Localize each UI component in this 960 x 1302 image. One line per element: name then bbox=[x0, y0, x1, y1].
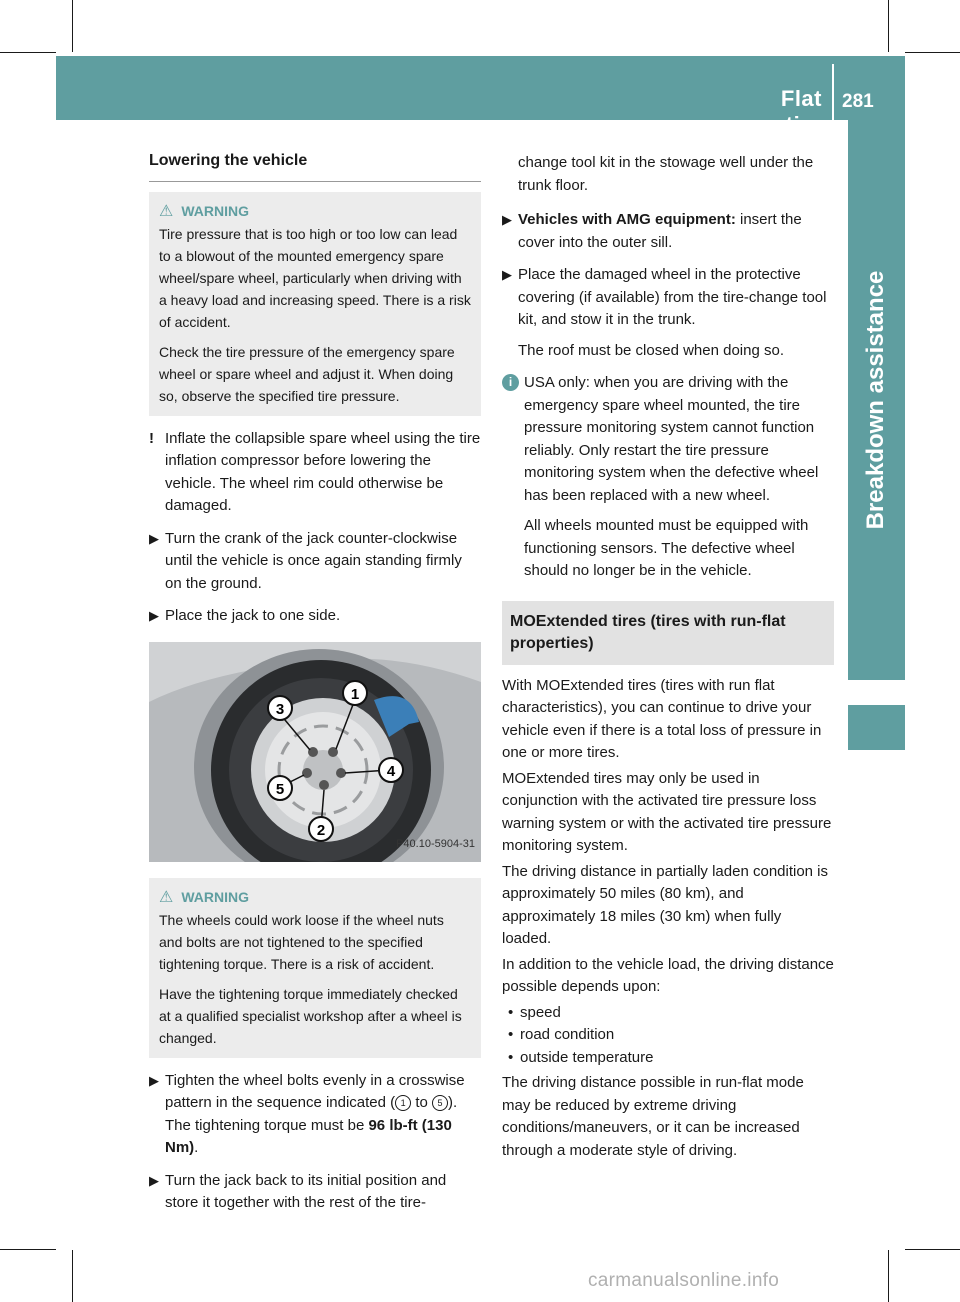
crop-mark bbox=[888, 0, 889, 52]
list-item-text: speed bbox=[520, 1003, 561, 1021]
list-item-text: road condition bbox=[520, 1026, 615, 1043]
page-number: 281 bbox=[842, 91, 874, 112]
warning-text: Check the tire pressure of the emergency spare wheel or spare wheel and adjust it. When doing so, observe the specified tire pressure. bbox=[159, 343, 455, 404]
info-text: USA only: when you are driving with the emergency spare wheel mounted, the tire pressure monitoring system cannot function reliably. Only restart the tire pressure monitoring system when the defective wheel has been replaced with a new wheel. bbox=[524, 374, 819, 504]
info-icon: i bbox=[502, 374, 519, 391]
continued-text bbox=[502, 152, 834, 197]
section-heading: MOExtended tires (tires with run-flat properties) bbox=[502, 601, 834, 665]
step-text: to bbox=[411, 1094, 433, 1111]
warning-triangle-icon: ⚠ bbox=[159, 202, 174, 220]
step-arrow-icon: ▶ bbox=[502, 212, 512, 227]
section-title: Lowering the vehicle bbox=[149, 150, 481, 182]
watermark: carmanualsonline.info bbox=[588, 1270, 780, 1291]
crop-mark bbox=[905, 52, 960, 53]
crop-mark bbox=[72, 1250, 73, 1302]
step-text: Turn the crank of the jack counter-clockwise until the vehicle is once again standing firmly on the ground. bbox=[165, 529, 462, 592]
warning-text: Tire pressure that is too high or too low can lead to a blowout of the mounted emergency spare wheel/spare wheel, particularly when driving with a heavy load and increasing speed. There is a risk of accident. bbox=[159, 225, 471, 330]
callout-label: 2 bbox=[316, 821, 326, 839]
callout-2 bbox=[309, 817, 333, 841]
step-text: ). The tightening torque must be bbox=[165, 1094, 458, 1134]
wheel-figure bbox=[149, 642, 481, 862]
step-arrow-icon: ▶ bbox=[502, 267, 512, 282]
warning-box bbox=[149, 192, 481, 416]
bullet-icon: • bbox=[508, 1003, 514, 1021]
sequence-mark: 1 bbox=[395, 1095, 411, 1111]
callout-3 bbox=[268, 696, 292, 720]
warning-title: WARNING bbox=[181, 888, 250, 905]
step-item bbox=[149, 528, 481, 596]
header-separator bbox=[832, 64, 834, 120]
step-arrow-icon: ▶ bbox=[149, 1072, 159, 1088]
body-paragraph: In addition to the vehicle load, the driving distance possible depends upon: bbox=[502, 955, 834, 995]
side-tab-label: Breakdown assistance bbox=[862, 270, 889, 530]
warning-title: WARNING bbox=[181, 202, 250, 219]
step-arrow-icon: ▶ bbox=[149, 530, 159, 546]
step-text: Turn the jack back to its initial position and store it together with the rest of the tire- bbox=[165, 1171, 447, 1211]
note-text: Inflate the collapsible spare wheel using the tire inflation compressor before lowering the vehicle. The wheel rim could otherwise be damaged. bbox=[165, 429, 481, 514]
left-column bbox=[149, 150, 481, 1225]
step-text: . bbox=[194, 1139, 199, 1156]
amg-label: Vehicles with AMG equipment: bbox=[518, 211, 736, 228]
body-paragraph: The driving distance in partially laden condition is approximately 50 miles (80 km), and approximately 18 miles (30 km) when fully loaded. bbox=[502, 862, 829, 947]
callout-5 bbox=[268, 776, 292, 800]
callout-1 bbox=[343, 681, 367, 705]
callout-label: 5 bbox=[275, 780, 285, 798]
step-text: Place the damaged wheel in the protective covering (if available) from the tire-change tool kit, and stow it in the trunk. bbox=[518, 266, 827, 328]
note-item bbox=[149, 428, 481, 518]
right-column bbox=[502, 152, 834, 1165]
step-item bbox=[149, 1170, 481, 1215]
callout-label: 1 bbox=[350, 685, 360, 703]
step-text: The roof must be closed when doing so. bbox=[518, 341, 784, 359]
step-item bbox=[149, 1070, 481, 1160]
step-item bbox=[502, 264, 834, 362]
figure-caption: P40.10-5904-31 bbox=[396, 838, 475, 850]
crop-mark bbox=[72, 0, 73, 52]
warning-text: The wheels could work loose if the wheel nuts and bolts are not tightened to the specified tightening torque. There is a risk of accident. bbox=[159, 911, 444, 972]
bullet-icon: • bbox=[508, 1026, 514, 1043]
list-item bbox=[502, 1047, 834, 1070]
step-text: Place the jack to one side. bbox=[165, 607, 341, 624]
body-paragraph: MOExtended tires may only be used in conjunction with the activated tire pressure loss warning system or with the activated tire pressure monitoring system. bbox=[502, 769, 832, 854]
step-item bbox=[502, 209, 834, 254]
warning-text: Have the tightening torque immediately checked at a qualified specialist workshop after a wheel is changed. bbox=[159, 985, 462, 1046]
callout-label: 3 bbox=[275, 700, 285, 718]
sequence-mark: 5 bbox=[432, 1095, 448, 1111]
info-item bbox=[502, 372, 834, 583]
torque-value: 96 lb-ft (130 Nm) bbox=[165, 1116, 452, 1156]
callout-4 bbox=[379, 758, 403, 782]
page-title: Flat tire bbox=[780, 86, 822, 137]
list-item-text: outside temperature bbox=[520, 1048, 654, 1066]
warning-box bbox=[149, 878, 481, 1058]
step-arrow-icon: ▶ bbox=[149, 608, 159, 623]
step-item bbox=[149, 605, 481, 628]
wheel-illustration bbox=[149, 642, 481, 862]
step-arrow-icon: ▶ bbox=[149, 1172, 159, 1188]
callout-label: 4 bbox=[386, 762, 396, 780]
list-item bbox=[502, 1024, 834, 1047]
crop-mark bbox=[905, 1249, 960, 1250]
exclamation-icon: ! bbox=[149, 429, 154, 447]
body-paragraph: The driving distance possible in run-flat mode may be reduced by extreme driving conditions/maneuvers, or it can be increased through a moderate style of driving. bbox=[502, 1074, 804, 1159]
crop-mark bbox=[888, 1250, 889, 1302]
crop-mark bbox=[0, 1249, 56, 1250]
step-text: insert the cover into the outer sill. bbox=[518, 211, 802, 251]
list-item bbox=[502, 1002, 834, 1025]
step-text: change tool kit in the stowage well under the trunk floor. bbox=[518, 154, 814, 194]
warning-triangle-icon: ⚠ bbox=[159, 888, 174, 906]
step-text: Tighten the wheel bolts evenly in a crosswise pattern in the sequence indicated ( bbox=[165, 1071, 465, 1111]
body-paragraph: With MOExtended tires (tires with run flat characteristics), you can continue to drive your vehicle even if there is a total loss of pressure in one or more tires. bbox=[502, 676, 822, 761]
bullet-icon: • bbox=[508, 1048, 514, 1066]
crop-mark bbox=[0, 52, 56, 53]
info-text: All wheels mounted must be equipped with functioning sensors. The defective wheel should no longer be in the vehicle. bbox=[524, 517, 809, 579]
side-tab-marker bbox=[848, 705, 905, 750]
